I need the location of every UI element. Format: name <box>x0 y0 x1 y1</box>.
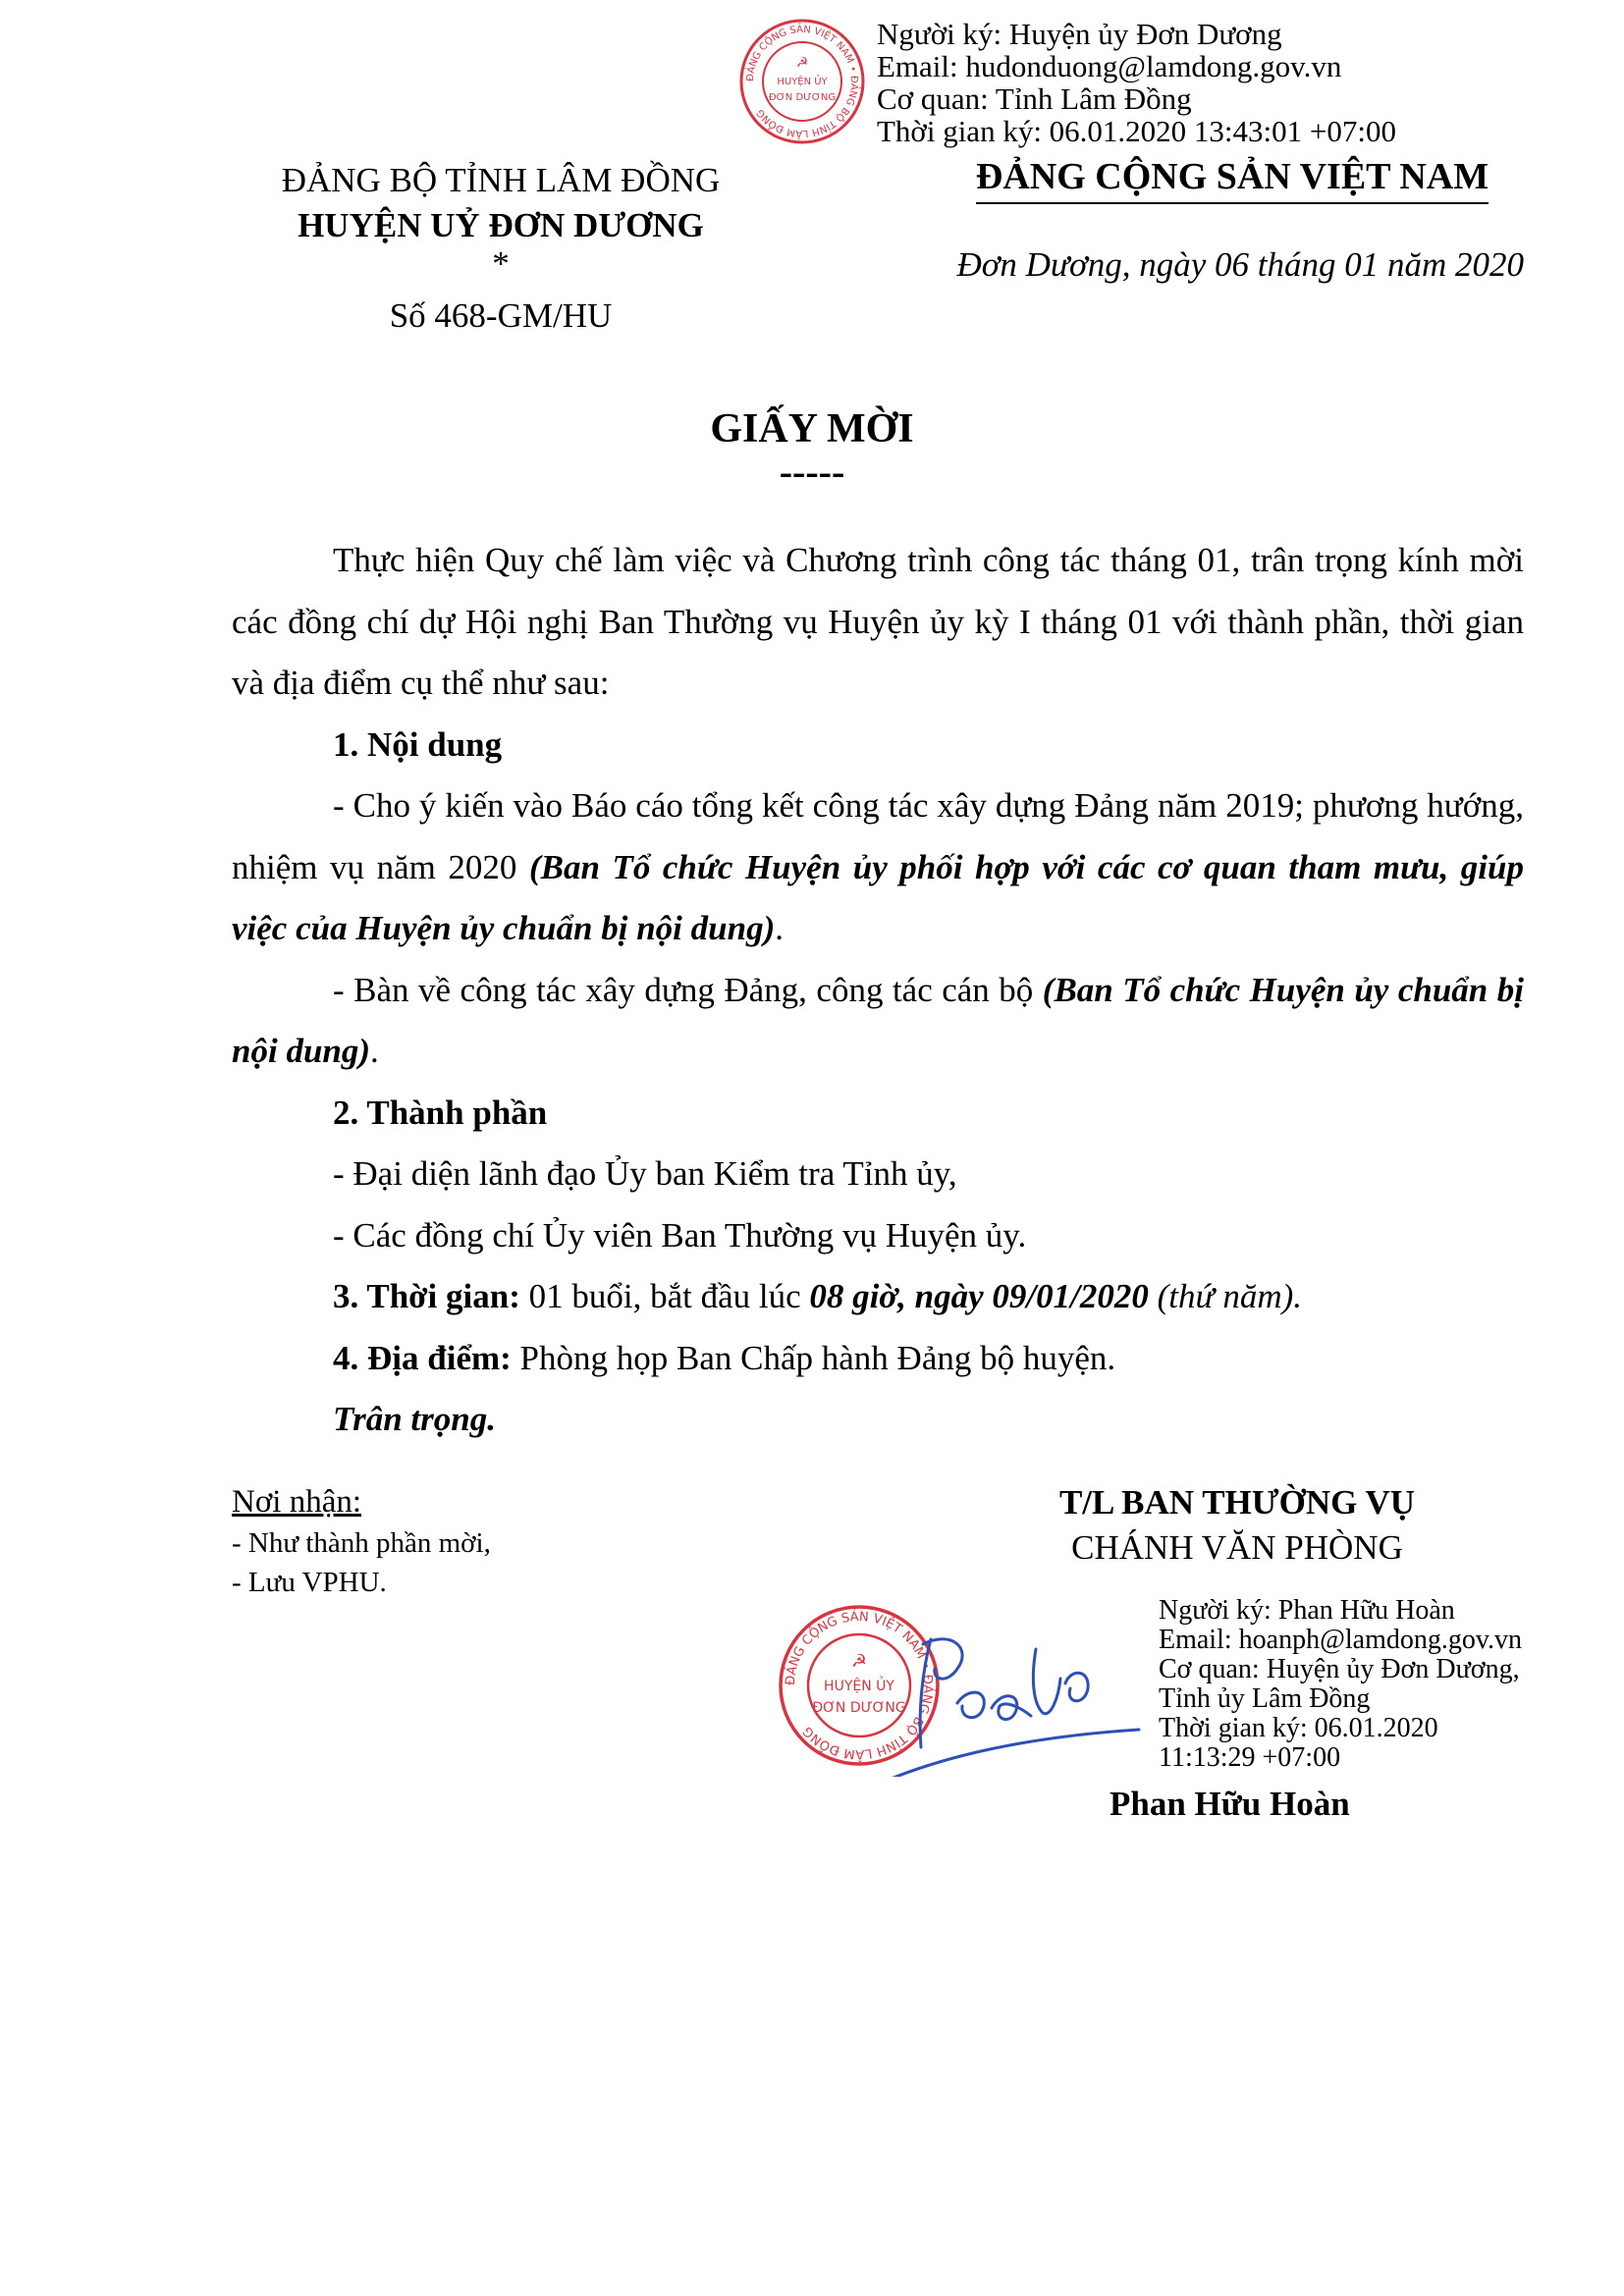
document-body <box>232 530 1524 1451</box>
agency-line: Cơ quan: Huyện ủy Đơn Dương, <box>1159 1654 1520 1684</box>
seal-ring-text: ĐẢNG CỘNG SẢN VIỆT NAM • ĐẢNG BỘ TỈNH LÂM ĐỒNG <box>783 1609 936 1762</box>
section-4-location: 4. Địa điểm: Phòng họp Ban Chấp hành Đảng bộ huyện. <box>333 1338 1116 1377</box>
place-date: Đơn Dương, ngày 06 tháng 01 năm 2020 <box>956 245 1524 284</box>
section-1-heading: 1. Nội dung <box>333 724 503 764</box>
party-title: ĐẢNG CỘNG SẢN VIỆT NAM <box>976 155 1489 204</box>
section-2-heading: 2. Thành phần <box>333 1093 548 1132</box>
recipient-item: - Như thành phần mời, <box>232 1527 491 1559</box>
section-1-item-1: - Cho ý kiến vào Báo cáo tổng kết công tác xây dựng Đảng năm 2019; phương hướng, nhiệm vụ năm 2020 (Ban Tổ chức Huyện ủy phối hợp với các cơ quan tham mưu, giúp việc của Huyện ủy chuẩn bị nội dung). <box>232 786 1524 947</box>
section-2-item-1: - Đại diện lãnh đạo Ủy ban Kiểm tra Tỉnh ủy, <box>333 1154 957 1193</box>
svg-text:HUYỆN ỦY: HUYỆN ỦY <box>777 77 828 87</box>
party-provincial: ĐẢNG BỘ TỈNH LÂM ĐỒNG <box>281 161 721 199</box>
intro-paragraph: Thực hiện Quy chế làm việc và Chương trình công tác tháng 01, trân trọng kính mời các đồng chí dự Hội nghị Ban Thường vụ Huyện ủy kỳ I tháng 01 với thành phần, thời gian và địa điểm cụ thể như sau: <box>232 541 1524 702</box>
section-3-time: 3. Thời gian: 01 buổi, bắt đầu lúc 08 giờ, ngày 09/01/2020 (thứ năm). <box>333 1277 1303 1315</box>
document-title <box>0 404 1624 494</box>
recipient-item: - Lưu VPHU. <box>232 1567 387 1598</box>
seal-star-icon: ☭ <box>795 55 809 71</box>
closing-line: Trân trọng. <box>333 1400 496 1438</box>
document-number: Số 468-GM/HU <box>389 296 613 335</box>
signatory-line-1: T/L BAN THƯỜNG VỤ <box>1058 1483 1416 1522</box>
signatory-block <box>982 1480 1492 1571</box>
bottom-digital-signature-info <box>1159 1596 1522 1773</box>
top-official-seal <box>738 18 866 145</box>
email-line: Email: hudonduong@lamdong.gov.vn <box>877 49 1342 83</box>
recipients-block <box>232 1480 491 1602</box>
handwritten-signature <box>864 1610 1159 1777</box>
svg-text:HUYỆN ỦY: HUYỆN ỦY <box>824 1679 894 1694</box>
star-separator: * <box>492 244 510 283</box>
signer-line: Người ký: Phan Hữu Hoàn <box>1159 1595 1455 1626</box>
recipients-label: Nơi nhận: <box>232 1484 362 1520</box>
time-line: 11:13:29 +07:00 <box>1159 1742 1341 1773</box>
seal-ring-text: ĐẢNG CỘNG SẢN VIỆT NAM • ĐẢNG BỘ TỈNH LÂM ĐỒNG <box>744 24 860 139</box>
time-line: Thời gian ký: 06.01.2020 13:43:01 +07:00 <box>877 114 1396 148</box>
national-heading <box>943 155 1522 204</box>
agency-line: Cơ quan: Tỉnh Lâm Đồng <box>877 81 1192 116</box>
section-1-item-2: - Bàn về công tác xây dựng Đảng, công tác cán bộ (Ban Tổ chức Huyện ủy chuẩn bị nội dung). <box>232 970 1524 1070</box>
svg-text:ĐƠN DƯƠNG: ĐƠN DƯƠNG <box>812 1700 906 1716</box>
party-district: HUYỆN UỶ ĐƠN DƯƠNG <box>298 206 704 244</box>
section-2-item-2: - Các đồng chí Ủy viên Ban Thường vụ Huyện ủy. <box>333 1215 1027 1255</box>
email-line: Email: hoanph@lamdong.gov.vn <box>1159 1625 1523 1655</box>
title-separator: ----- <box>779 450 845 494</box>
signer-line: Người ký: Huyện ủy Đơn Dương <box>877 17 1282 51</box>
title-main: GIẤY MỜI <box>710 406 914 452</box>
agency-line: Tỉnh ủy Lâm Đồng <box>1159 1683 1371 1714</box>
issuer-block <box>226 157 776 340</box>
seal-star-icon: ☭ <box>850 1651 868 1672</box>
svg-text:ĐƠN DƯƠNG: ĐƠN DƯƠNG <box>768 92 837 103</box>
signatory-name: Phan Hữu Hoàn <box>1110 1785 1350 1823</box>
signatory-line-2: CHÁNH VĂN PHÒNG <box>1071 1528 1403 1567</box>
time-line: Thời gian ký: 06.01.2020 <box>1159 1713 1438 1743</box>
top-digital-signature-info <box>877 18 1396 147</box>
